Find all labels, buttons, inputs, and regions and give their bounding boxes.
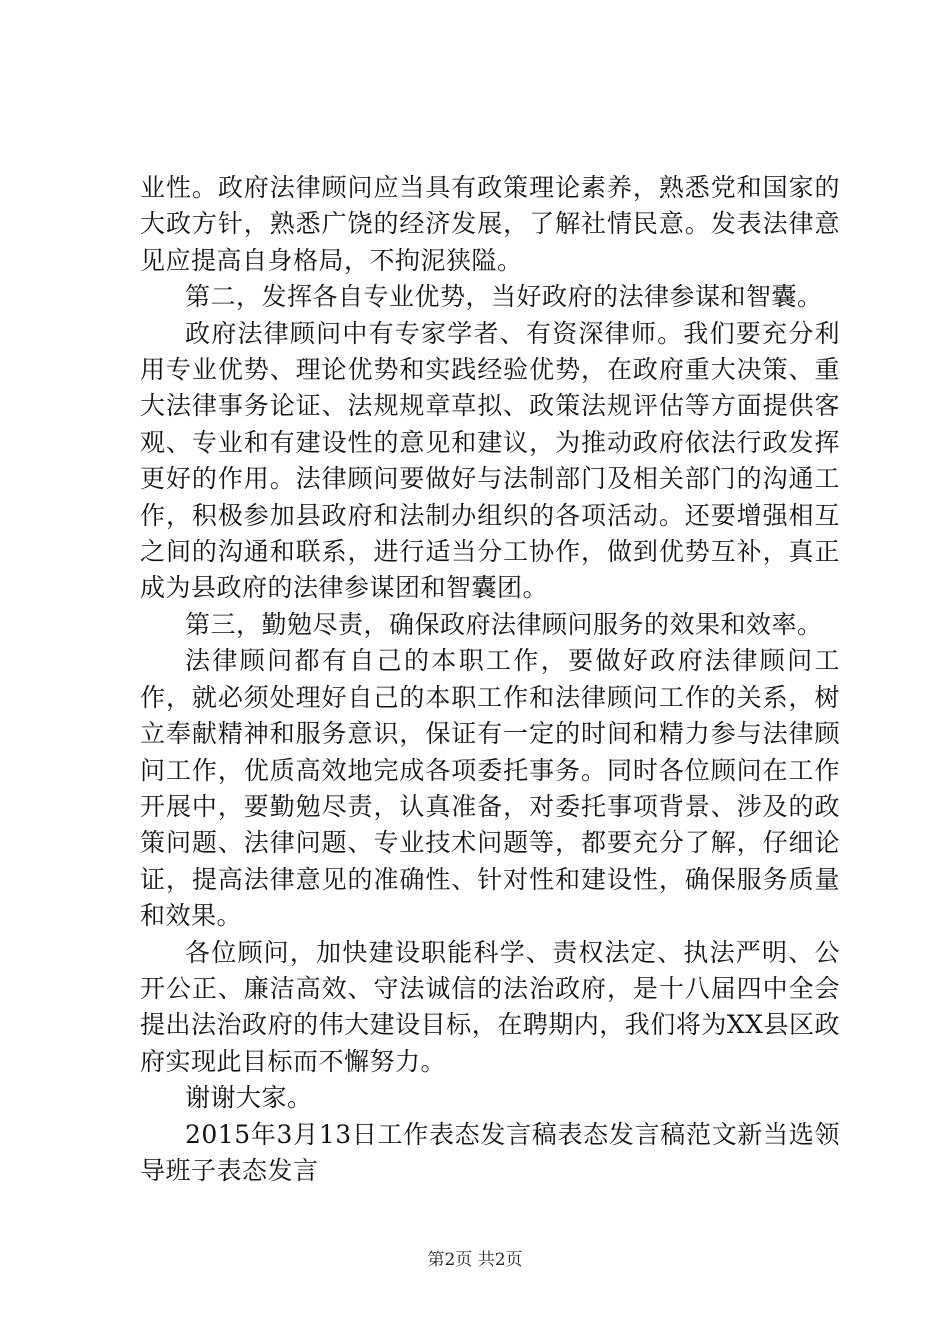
paragraph-6: 各位顾问，加快建设职能科学、责权法定、执法严明、公开公正、廉洁高效、守法诚信的法治政府，是十八届四中全会提出法治政府的伟大建设目标，在聘期内，我们将为XX县区政府实现此目标而不懈努力。 <box>140 937 840 1076</box>
paragraph-7: 谢谢大家。 <box>185 1083 313 1113</box>
paragraph-2: 第二，发挥各自专业优势，当好政府的法律参谋和智囊。 <box>185 282 823 312</box>
paragraph-4: 第三，勤勉尽责，确保政府法律顾问服务的效果和效率。 <box>185 609 823 639</box>
paragraph-3: 政府法律顾问中有专家学者、有资深律师。我们要充分利用专业优势、理论优势和实践经验优势，在政府重大决策、重大法律事务论证、法规规章草拟、政策法规评估等方面提供客观、专业和有建设性的意见和建议，为推动政府依法行政发挥更好的作用。法律顾问要做好与法制部门及相关部门的沟通工作，积极参加县政府和法制办组织的各项活动。还要增强相互之间的沟通和联系，进行适当分工协作，做到优势互补，真正成为县政府的法律参谋团和智囊团。 <box>140 318 840 603</box>
document-body <box>140 170 840 1189</box>
page-footer: 第2页 共2页 <box>427 1250 523 1270</box>
paragraph-5: 法律顾问都有自己的本职工作，要做好政府法律顾问工作，就必须处理好自己的本职工作和法律顾问工作的关系，树立奉献精神和服务意识，保证有一定的时间和精力参与法律顾问工作，优质高效地完成各项委托事务。同时各位顾问在工作开展中，要勤勉尽责，认真准备，对委托事项背景、涉及的政策问题、法律问题、专业技术问题等，都要充分了解，仔细论证，提高法律意见的准确性、针对性和建设性，确保服务质量和效果。 <box>140 646 840 931</box>
paragraph-8: 2015年3月13日工作表态发言稿表态发言稿范文新当选领导班子表态发言 <box>140 1119 840 1185</box>
paragraph-1: 业性。政府法律顾问应当具有政策理论素养，熟悉党和国家的大政方针，熟悉广饶的经济发展，了解社情民意。发表法律意见应提高自身格局，不拘泥狭隘。 <box>140 173 840 275</box>
